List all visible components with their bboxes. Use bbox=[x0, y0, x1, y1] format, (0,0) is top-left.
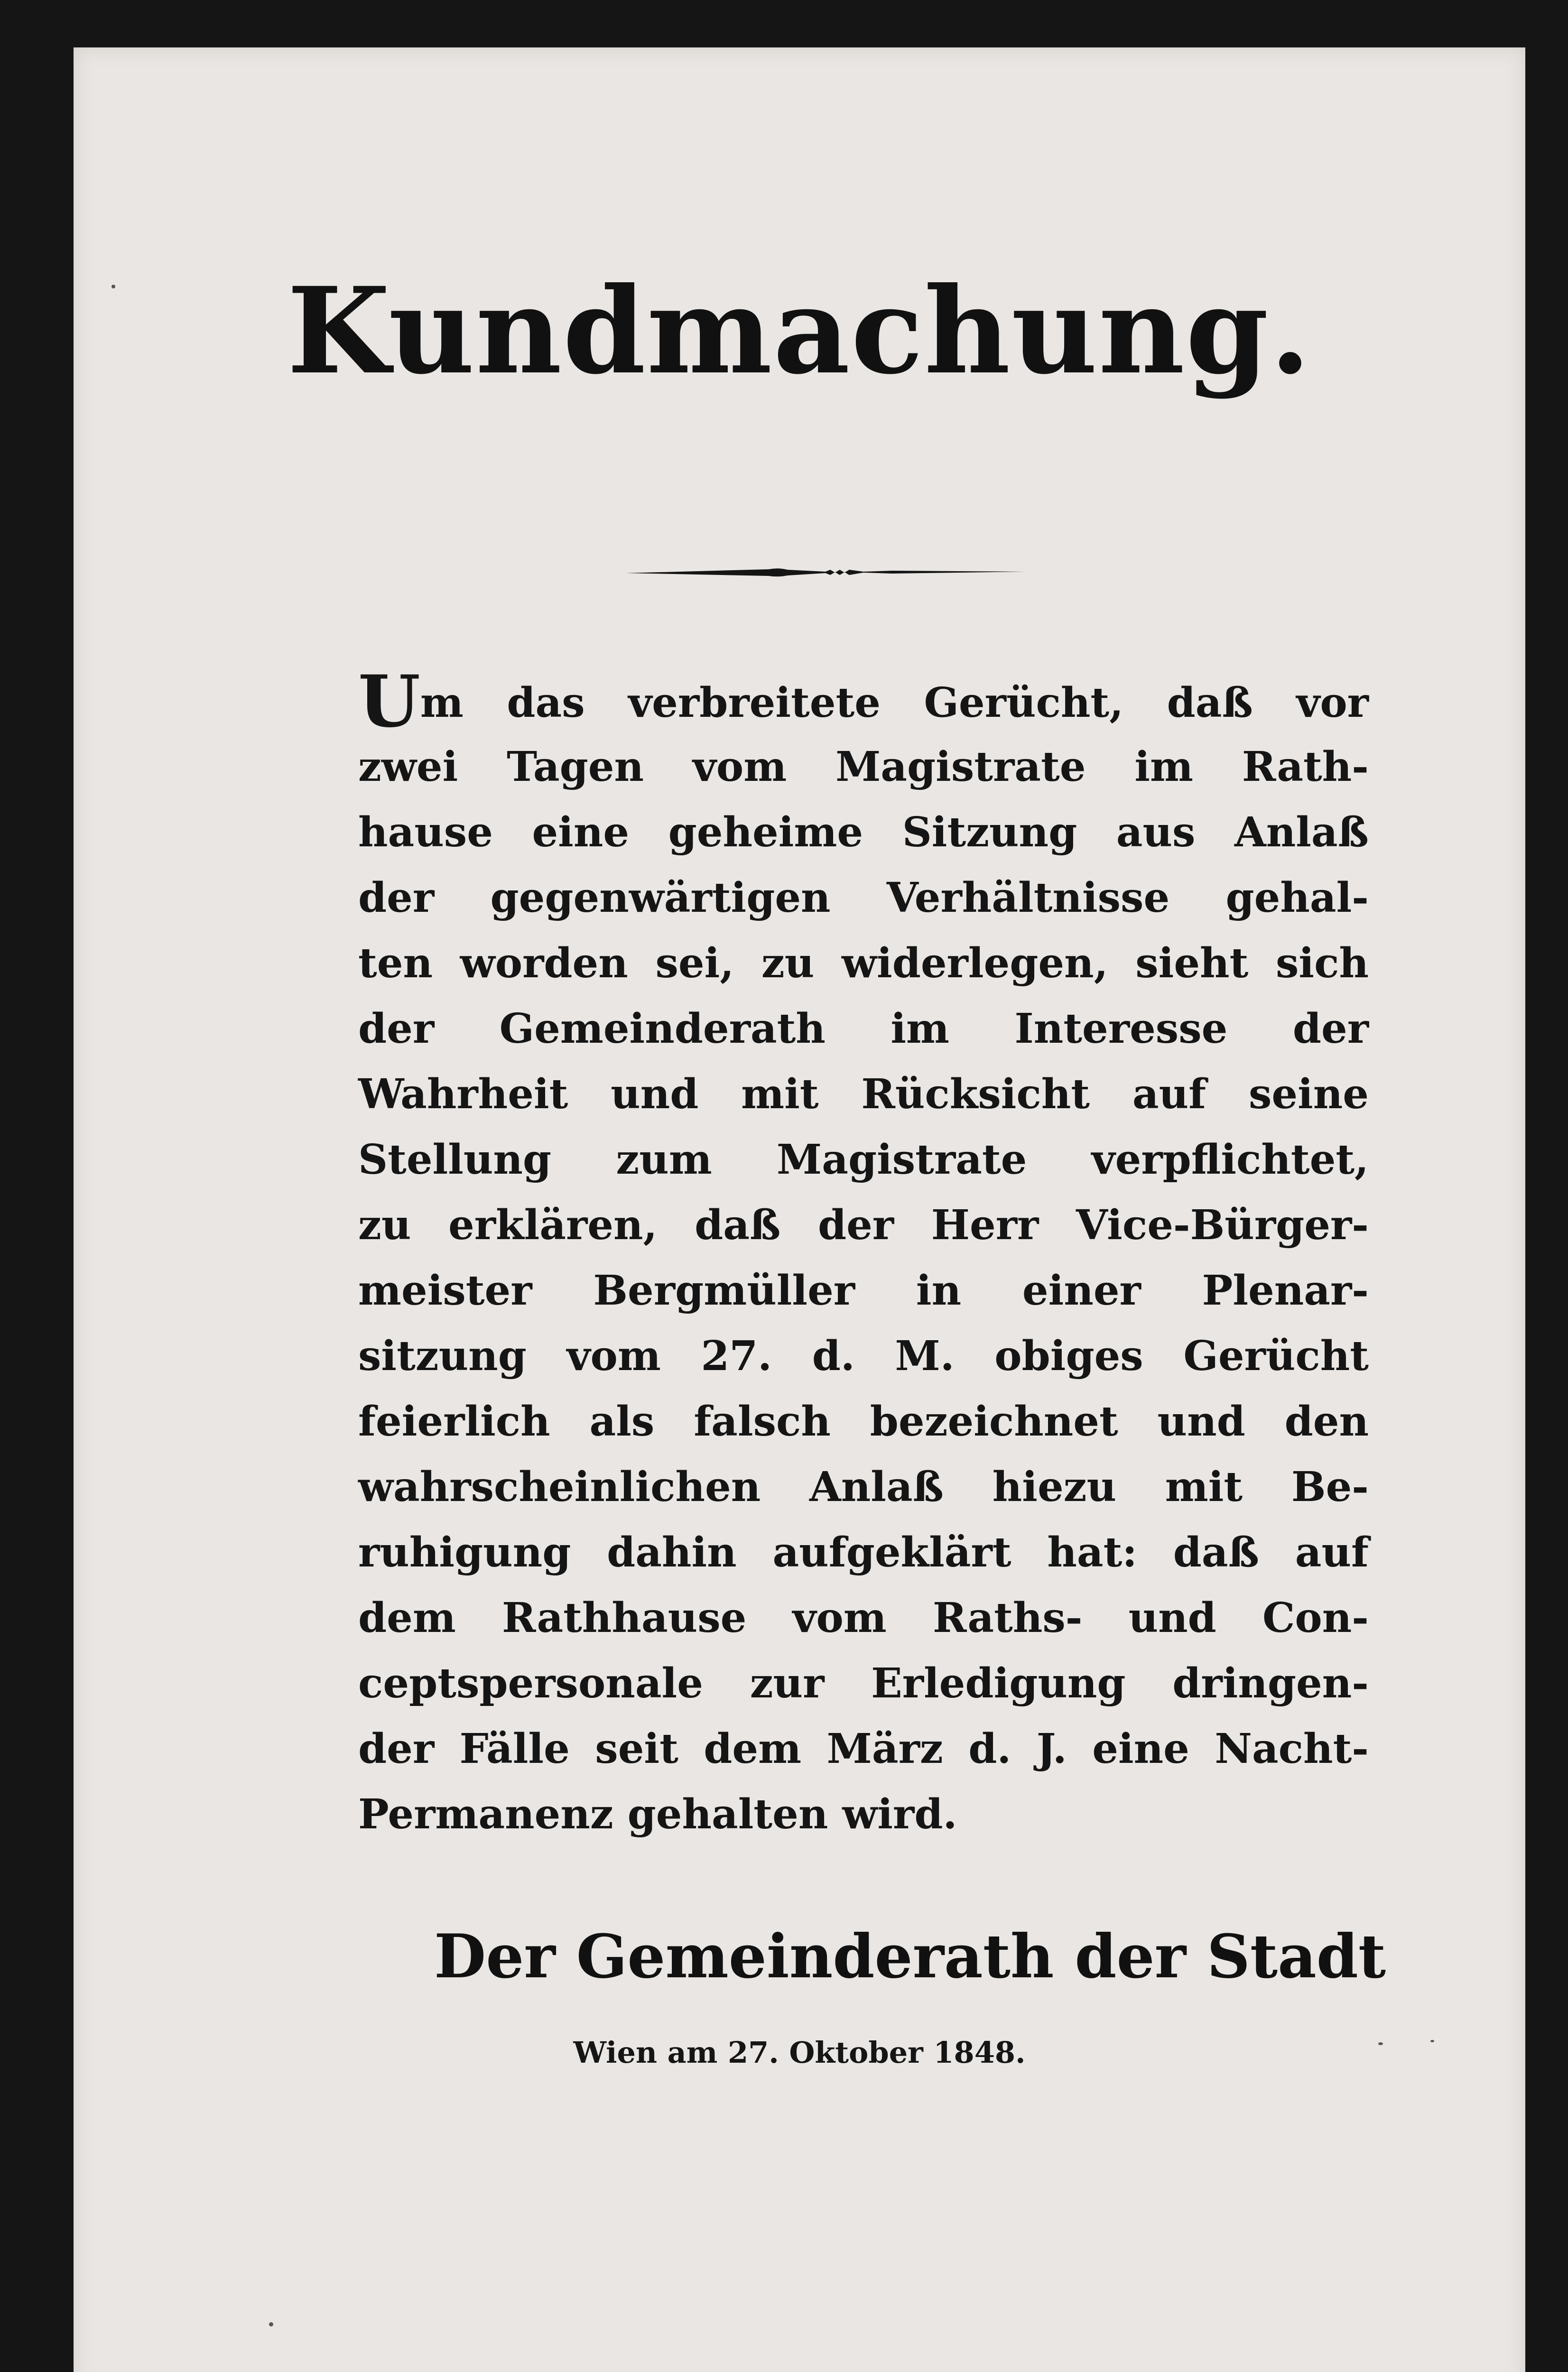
body-line-4: der gegenwärtigen Verhältnisse gehal- bbox=[358, 874, 1369, 922]
body-line-13: wahrscheinlichen Anlaß hiezu mit Be- bbox=[358, 1463, 1369, 1511]
signature-line: Der Gemeinderath der Stadt bbox=[434, 1921, 1386, 1992]
paper-speck bbox=[111, 285, 115, 288]
body-line-3: hause eine geheime Sitzung aus Anlaß bbox=[358, 808, 1369, 856]
body-line-6: der Gemeinderath im Interesse der bbox=[358, 1005, 1369, 1053]
body-line-10: meister Bergmüller in einer Plenar- bbox=[358, 1267, 1369, 1315]
body-line-14: ruhigung dahin aufgeklärt hat: daß auf bbox=[358, 1529, 1369, 1576]
body-line-1 bbox=[358, 660, 1369, 743]
body-line-text: m das verbreitete Gerücht, daß vor bbox=[420, 679, 1369, 727]
body-line-11: sitzung vom 27. d. M. obiges Gerücht bbox=[358, 1332, 1369, 1380]
proclamation-title: Kundmachung. bbox=[287, 261, 1312, 400]
paper-speck bbox=[1430, 2040, 1434, 2042]
body-line-7: Wahrheit und mit Rücksicht auf seine bbox=[358, 1070, 1369, 1118]
body-line-16: ceptspersonale zur Erledigung dringen- bbox=[358, 1659, 1369, 1707]
body-line-8: Stellung zum Magistrate verpflichtet, bbox=[358, 1136, 1369, 1184]
body-line-12: feierlich als falsch bezeichnet und den bbox=[358, 1398, 1369, 1445]
body-line-18: Permanenz gehalten wird. bbox=[358, 1790, 957, 1838]
body-line-17: der Fälle seit dem März d. J. eine Nacht- bbox=[358, 1725, 1369, 1773]
body-line-5: ten worden sei, zu widerlegen, sieht sich bbox=[358, 939, 1369, 987]
body-line-9: zu erklären, daß der Herr Vice-Bürger- bbox=[358, 1201, 1369, 1249]
ornamental-divider bbox=[626, 565, 1025, 580]
initial-letter: U bbox=[358, 660, 420, 743]
paper-speck bbox=[269, 2322, 273, 2326]
body-line-2: zwei Tagen vom Magistrate im Rath- bbox=[358, 743, 1369, 791]
proclamation-body bbox=[358, 660, 1369, 1847]
proclamation-sheet bbox=[74, 47, 1525, 2372]
body-line-15: dem Rathhause vom Raths- und Con- bbox=[358, 1594, 1369, 1642]
paper-speck bbox=[1378, 2042, 1383, 2045]
date-line: Wien am 27. Oktober 1848. bbox=[573, 2035, 1026, 2070]
